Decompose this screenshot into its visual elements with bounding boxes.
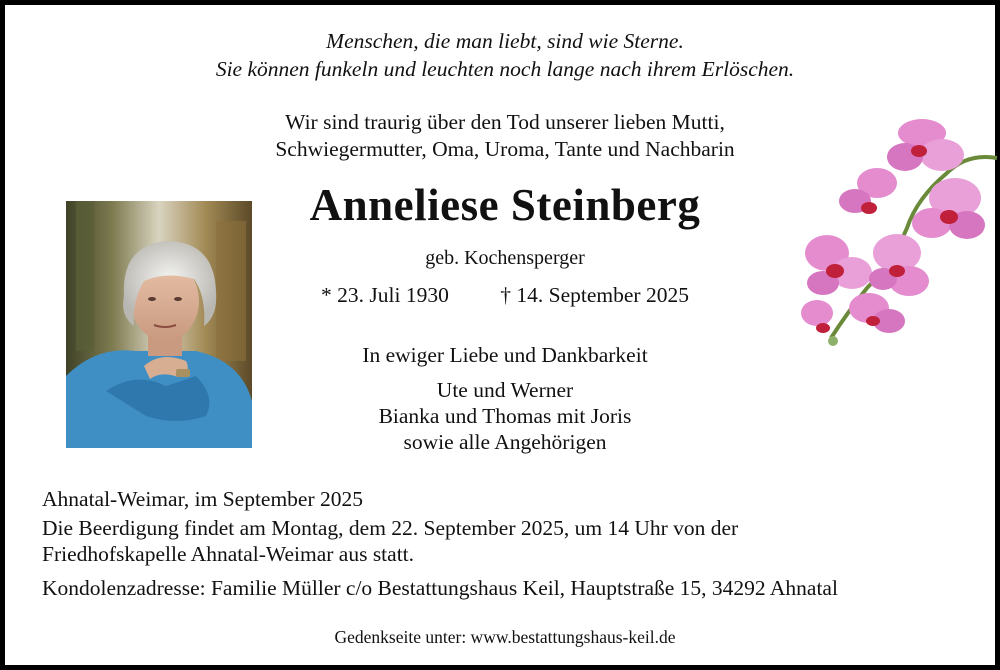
mourner-line: sowie alle Angehörigen xyxy=(403,430,607,454)
orchid-flower xyxy=(805,235,872,295)
death-date: † 14. September 2025 xyxy=(500,283,689,307)
orchid-flower xyxy=(849,293,905,333)
mourners-heading: In ewiger Liebe und Dankbarkeit xyxy=(362,343,648,367)
intro-line-1: Wir sind traurig über den Tod unserer lieben Mutti, xyxy=(285,110,725,134)
mourner-line: Bianka und Thomas mit Joris xyxy=(378,404,632,428)
memorial-quote xyxy=(5,27,1000,83)
memorial-page-link[interactable]: Gedenkseite unter: www.bestattungshaus-keil.de xyxy=(334,627,676,647)
mourner-line: Ute und Werner xyxy=(436,378,574,402)
quote-line-2: Sie können funkeln und leuchten noch lange nach ihrem Erlöschen. xyxy=(215,57,795,81)
orchid-flower xyxy=(839,168,897,214)
deceased-name: Anneliese Steinberg xyxy=(309,180,701,230)
orchid-branch-icon xyxy=(797,113,1000,353)
intro-line-2: Schwiegermutter, Oma, Uroma, Tante und Nachbarin xyxy=(275,137,735,161)
orchid-flower xyxy=(912,178,985,239)
birth-name: geb. Kochensperger xyxy=(425,247,585,269)
orchid-flower xyxy=(801,300,838,346)
funeral-info xyxy=(42,515,982,567)
place-and-date: Ahnatal-Weimar, im September 2025 xyxy=(42,487,364,511)
funeral-info-line-2: Friedhofskapelle Ahnatal-Weimar aus statt. xyxy=(42,542,415,566)
quote-line-1: Menschen, die man liebt, sind wie Sterne. xyxy=(326,29,684,53)
portrait-photo xyxy=(66,201,252,448)
orchid-flower xyxy=(869,234,929,296)
portrait-image xyxy=(66,201,252,448)
funeral-info-line-1: Die Beerdigung findet am Montag, dem 22. September 2025, um 14 Uhr von der xyxy=(42,516,739,540)
birth-date: * 23. Juli 1930 xyxy=(321,283,449,307)
condolence-address: Kondolenzadresse: Familie Müller c/o Bestattungshaus Keil, Hauptstraße 15, 34292 Ahnatal xyxy=(42,576,838,600)
orchid-flower xyxy=(887,119,964,171)
